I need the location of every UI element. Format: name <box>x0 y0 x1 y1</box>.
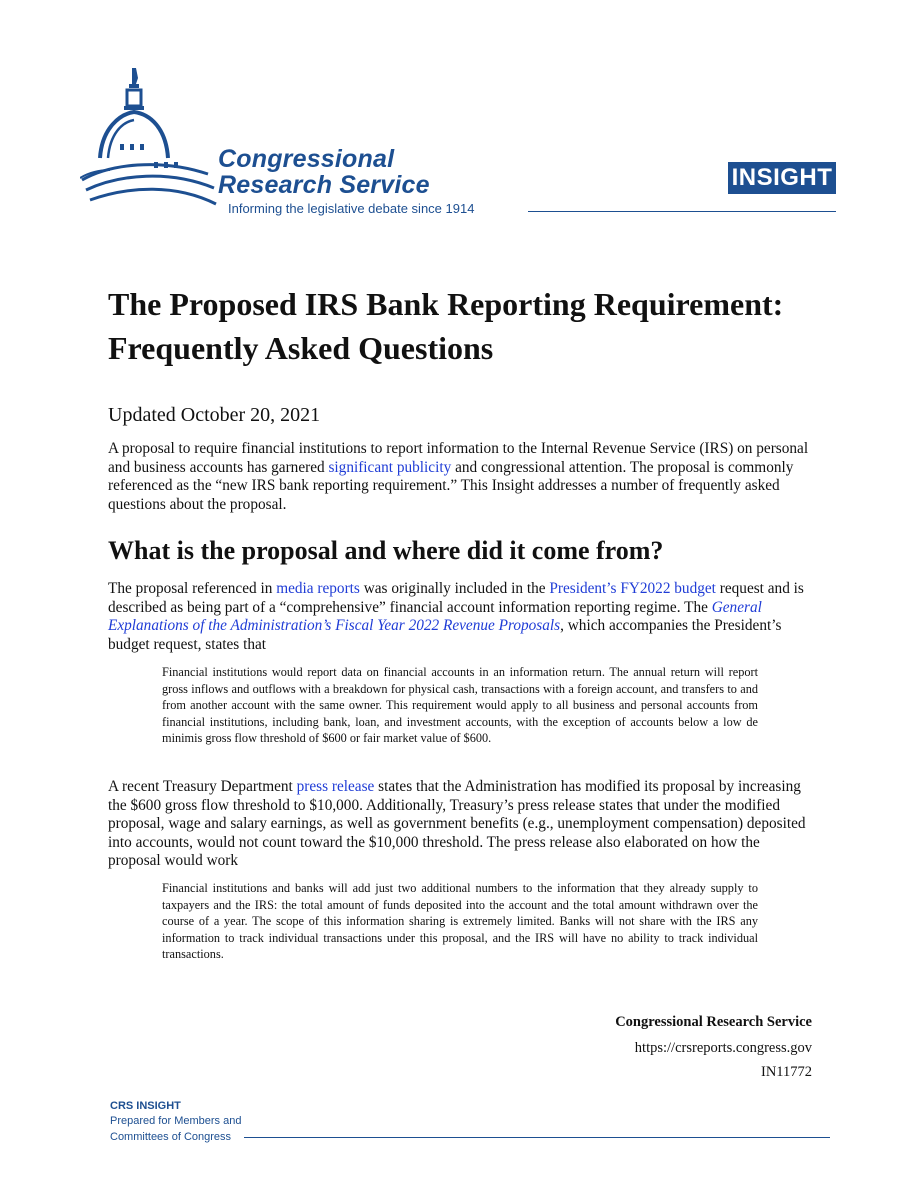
footer-divider <box>244 1137 830 1138</box>
bottom-label: CRS INSIGHT <box>110 1100 181 1112</box>
bottom-line1: Prepared for Members and <box>110 1115 242 1127</box>
media-reports-link[interactable]: media reports <box>276 580 360 597</box>
footer-org: Congressional Research Service <box>615 1014 812 1030</box>
significant-publicity-link[interactable]: significant publicity <box>328 458 452 476</box>
block-quote-2: Financial institutions and banks will add just two additional numbers to the information that they already supply to taxpayers and the IRS: the total amount of funds deposited into the account and the total amount withdrawn over the course of a year. The scope of this information sharing is extremely limited. Banks will not share with the IRS any information to track individual transactions under this proposal, and the IRS will have no ability to track individual transactions. <box>162 881 758 962</box>
section-heading: What is the proposal and where did it come from? <box>108 536 664 565</box>
section-paragraph-1: The proposal referenced in media reports was originally included in the President’s FY2022 budget request and is described as being part of a “comprehensive” financial account information reporting regime. The General Explanations of the Administration’s Fiscal Year 2022 Revenue Proposals, which accompanies the President’s budget request, states that <box>108 580 804 653</box>
block-quote-1: Financial institutions would report data on financial accounts in an information return. The annual return will report gross inflows and outflows with a breakdown for physical cash, transactions with a foreign account, and transfers to and from another account with the same owner. This requirement would apply to all business and personal accounts from financial institutions, including bank, loan, and investment accounts, with the exception of accounts below a low de minimis gross flow threshold of $600 or fair market value of $600. <box>162 665 758 746</box>
insight-badge: INSIGHT <box>728 162 836 194</box>
intro-paragraph: A proposal to require financial institutions to report information to the Internal Revenue Service (IRS) on personal and business accounts has garnered significant publicity and congressional attention. The proposal is commonly referenced as the “new IRS bank reporting requirement.” This Insight addresses a number of frequently asked questions about the proposal. <box>108 440 809 513</box>
footer-url[interactable]: https://crsreports.congress.gov <box>634 1040 812 1056</box>
press-release-link[interactable]: press release <box>296 778 375 795</box>
updated-date: Updated October 20, 2021 <box>108 404 321 426</box>
capitol-dome-logo <box>80 66 220 216</box>
bottom-line2: Committees of Congress <box>110 1131 232 1143</box>
footer-product-id: IN11772 <box>760 1064 812 1080</box>
document-title: The Proposed IRS Bank Reporting Requirement: Frequently Asked Questions <box>108 286 784 366</box>
general-explanations-link[interactable]: General Explanations of the Administration’s Fiscal Year 2022 Revenue Proposals <box>108 598 762 635</box>
section-paragraph-2: A recent Treasury Department press release states that the Administration has modified its proposal by increasing the $600 gross flow threshold to $10,000. Additionally, Treasury’s press release states that under the modified proposal, wage and salary earnings, as well as government benefits (e.g., unemployment compensation) deposited into accounts, would not count toward the $10,000 threshold. The press release also elaborated on how the proposal would work <box>108 778 806 870</box>
org-name-line2: Research Service <box>218 171 430 199</box>
org-tagline: Informing the legislative debate since 1914 <box>228 201 475 216</box>
org-name-line1: Congressional <box>218 145 395 173</box>
presidents-budget-link[interactable]: President’s FY2022 budget <box>549 580 716 597</box>
header-divider <box>528 211 836 212</box>
